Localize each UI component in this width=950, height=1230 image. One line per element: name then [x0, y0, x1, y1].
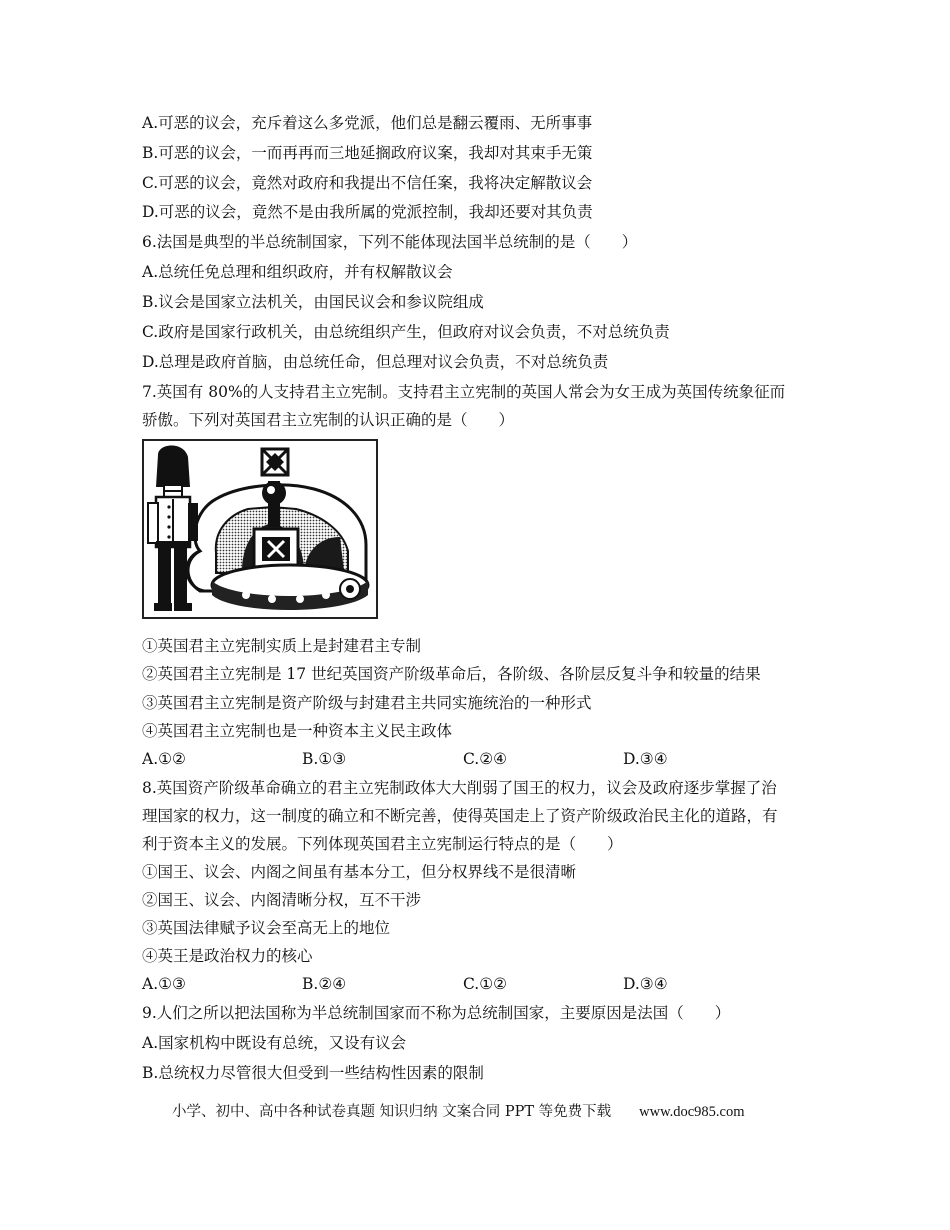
q7-stem-line2: 骄傲。下列对英国君主立宪制的认识正确的是（ ） [142, 411, 515, 429]
q6-option-b: B.议会是国家立法机关，由国民议会和参议院组成 [142, 293, 484, 311]
footer-text: 小学、初中、高中各种试卷真题 知识归纳 文案合同 PPT 等免费下载 [172, 1104, 612, 1120]
footer-site-link[interactable]: www.doc985.com [639, 1104, 745, 1120]
q8-statement-3: ③英国法律赋予议会至高无上的地位 [142, 919, 391, 937]
q6-option-c: C.政府是国家行政机关，由总统组织产生，但政府对议会负责，不对总统负责 [142, 323, 670, 341]
q7-option-b: B.①③ [302, 750, 347, 768]
q8-option-d: D.③④ [623, 975, 668, 993]
q9-option-b: B.总统权力尽管很大但受到一些结构性因素的限制 [142, 1064, 484, 1082]
q7-statement-1: ①英国君主立宪制实质上是封建君主专制 [142, 637, 422, 655]
q8-option-a: A.①③ [142, 975, 186, 993]
q5-option-d: D.可恶的议会，竟然不是由我所属的党派控制，我却还要对其负责 [142, 203, 593, 221]
q8-stem-line3: 利于资本主义的发展。下列体现英国君主立宪制运行特点的是（ ） [142, 835, 623, 853]
q8-statement-2: ②国王、议会、内阁清晰分权，互不干涉 [142, 891, 422, 909]
q5-option-c: C.可恶的议会，竟然对政府和我提出不信任案，我将决定解散议会 [142, 174, 593, 192]
q5-option-b: B.可恶的议会，一而再再而三地延搁政府议案，我却对其束手无策 [142, 144, 593, 162]
q8-stem-line2: 理国家的权力，这一制度的确立和不断完善，使得英国走上了资产阶级政治民主化的道路，有 [142, 807, 778, 825]
q8-statement-1: ①国王、议会、内阁之间虽有基本分工，但分权界线不是很清晰 [142, 863, 577, 881]
q8-options [142, 974, 822, 994]
page-footer [172, 1102, 745, 1122]
q6-option-d: D.总理是政府首脑，由总统任命，但总理对议会负责，不对总统负责 [142, 353, 609, 371]
q7-options [142, 749, 822, 769]
q9-stem: 9.人们之所以把法国称为半总统制国家而不称为总统制国家，主要原因是法国（ ） [142, 1004, 731, 1022]
q9-option-a: A.国家机构中既设有总统，又设有议会 [142, 1034, 407, 1052]
q7-option-d: D.③④ [623, 750, 668, 768]
q7-option-a: A.①② [142, 750, 186, 768]
q6-stem: 6.法国是典型的半总统制国家，下列不能体现法国半总统制的是（ ） [142, 233, 638, 251]
q7-stem-line1: 7.英国有 80%的人支持君主立宪制。支持君主立宪制的英国人常会为女王成为英国传统象征而 [142, 383, 786, 401]
q7-option-c: C.②④ [463, 750, 508, 768]
q8-option-c: C.①② [463, 975, 508, 993]
q6-option-a: A.总统任免总理和组织政府，并有权解散议会 [142, 263, 453, 281]
q7-statement-3: ③英国君主立宪制是资产阶级与封建君主共同实施统治的一种形式 [142, 694, 592, 712]
q5-option-a: A.可恶的议会，充斥着这么多党派，他们总是翻云覆雨、无所事事 [142, 114, 593, 132]
q8-stem-line1: 8.英国资产阶级革命确立的君主立宪制政体大大削弱了国王的权力，议会及政府逐步掌握了治 [142, 779, 777, 797]
q7-statement-4: ④英国君主立宪制也是一种资本主义民主政体 [142, 722, 453, 740]
q8-option-b: B.②④ [302, 975, 347, 993]
q7-statement-2: ②英国君主立宪制是 17 世纪英国资产阶级革命后，各阶级、各阶层反复斗争和较量的结果 [142, 665, 761, 683]
q8-statement-4: ④英王是政治权力的核心 [142, 947, 313, 965]
royal-guard-and-crown-icon [142, 439, 378, 619]
